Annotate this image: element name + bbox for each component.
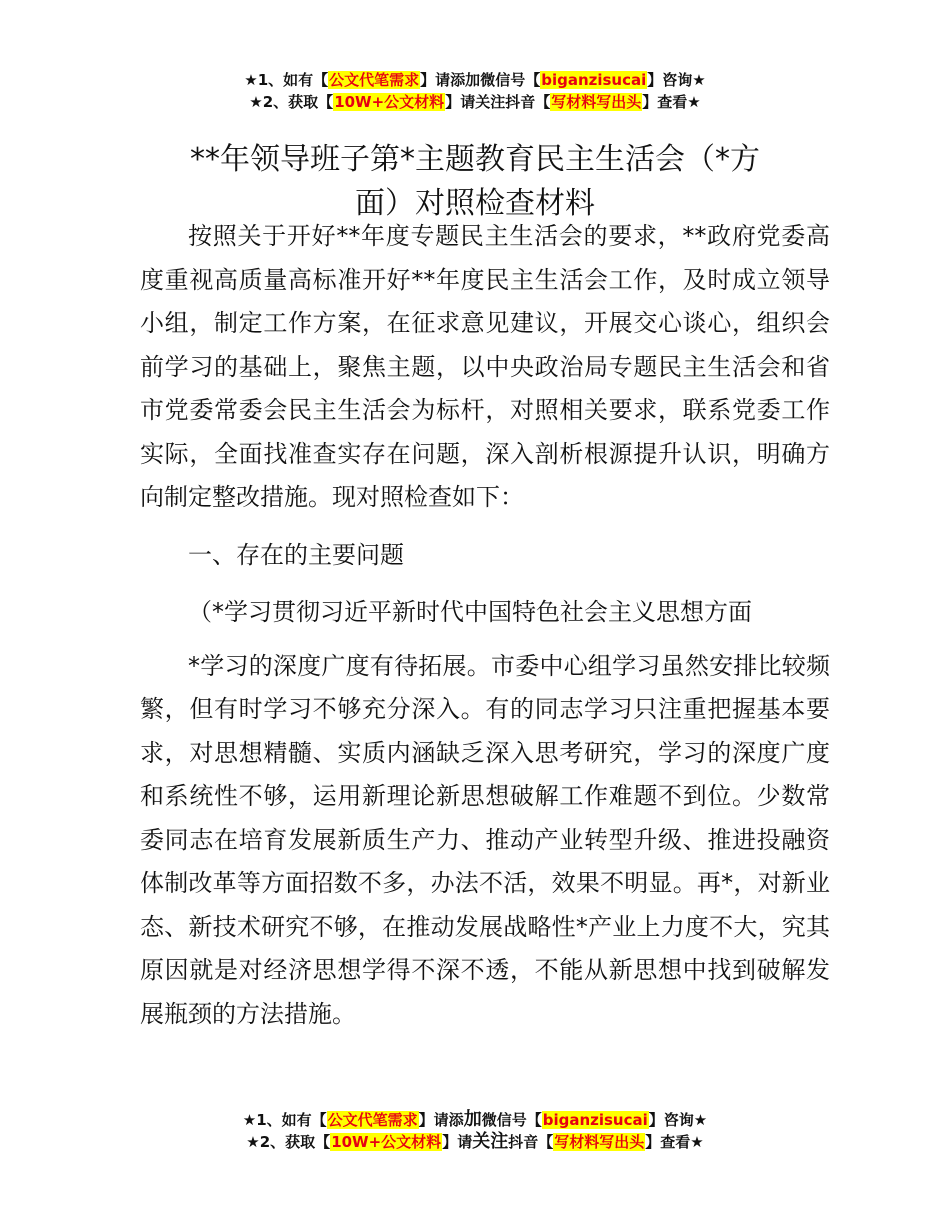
banner-text-large: 关注	[472, 1131, 509, 1152]
header-banner	[0, 69, 950, 113]
banner-text: 】请添加	[420, 71, 481, 89]
banner-text: 】请	[442, 1133, 473, 1151]
header-banner-line-2	[0, 91, 950, 113]
highlight-douyin: 写材料写出头	[551, 93, 642, 111]
highlight-wechat-id: biganzisucai	[542, 1111, 648, 1129]
intro-paragraph: 按照关于开好**年度专题民主生活会的要求，**政府党委高度重视高质量高标准开好**年度民主生活会工作，及时成立领导小组，制定工作方案，在征求意见建议，开展交心谈心，组织会前学习的基础上，聚焦主题，以中央政治局专题民主生活会和省市党委常委会民主生活会为标杆，对照相关要求，联系党委工作实际，全面找准查实存在问题，深入剖析根源提升认识，明确方向制定整改措施。现对照检查如下：	[140, 222, 830, 511]
highlight-ghostwriting: 公文代笔需求	[327, 1111, 418, 1129]
banner-text: 】请关注	[445, 93, 506, 111]
banner-text: 】查看★	[645, 1133, 704, 1151]
body-paragraph: *学习的深度广度有待拓展。市委中心组学习虽然安排比较频繁，但有时学习不够充分深入。有的同志学习只注重把握基本要求，对思想精髓、实质内涵缺乏深入思考研究，学习的深度广度和系统性不够，运用新理论新思想破解工作难题不到位。少数常委同志在培育发展新质生产力、推动产业转型升级、推进投融资体制改革等方面招数不多，办法不活，效果不明显。再*，对新业态、新技术研究不够，在推动发展战略性*产业上力度不大，究其原因就是对经济思想学得不深不透，不能从新思想中找到破解发展瓶颈的方法措施。	[140, 651, 830, 1028]
footer-banner-line-2	[0, 1131, 950, 1153]
document-body	[140, 215, 830, 1036]
banner-text: 】查看★	[642, 93, 701, 111]
banner-text: 】咨询★	[647, 71, 706, 89]
footer-banner	[0, 1109, 950, 1153]
document-title	[0, 138, 950, 226]
banner-text: ★2、获取【	[249, 93, 334, 111]
banner-text: 抖音【	[508, 1133, 554, 1151]
highlight-douyin: 写材料写出头	[554, 1133, 645, 1151]
highlight-materials: 10W+公文材料	[331, 1133, 442, 1151]
footer-banner-line-1	[0, 1109, 950, 1131]
banner-text: ★2、获取【	[246, 1133, 331, 1151]
subsection-heading: （*学习贯彻习近平新时代中国特色社会主义思想方面	[188, 598, 752, 626]
banner-text: 微信号【	[480, 71, 541, 89]
banner-text: 】咨询★	[648, 1111, 708, 1129]
banner-text: 】请添	[418, 1111, 464, 1129]
banner-text: ★1、如有【	[244, 71, 329, 89]
title-line-1: **年领导班子第*主题教育民主生活会（*方	[190, 142, 760, 178]
banner-text-large: 加	[463, 1109, 482, 1130]
highlight-ghostwriting: 公文代笔需求	[329, 71, 420, 89]
banner-text: ★1、如有【	[242, 1111, 327, 1129]
banner-text: 微信号【	[481, 1111, 542, 1129]
title-line-2: 面）对照检查材料	[355, 186, 595, 222]
section-heading: 一、存在的主要问题	[188, 540, 404, 569]
header-banner-line-1	[0, 69, 950, 91]
highlight-wechat-id: biganzisucai	[541, 71, 647, 89]
banner-text: 抖音【	[505, 93, 551, 111]
highlight-materials: 10W+公文材料	[334, 93, 445, 111]
